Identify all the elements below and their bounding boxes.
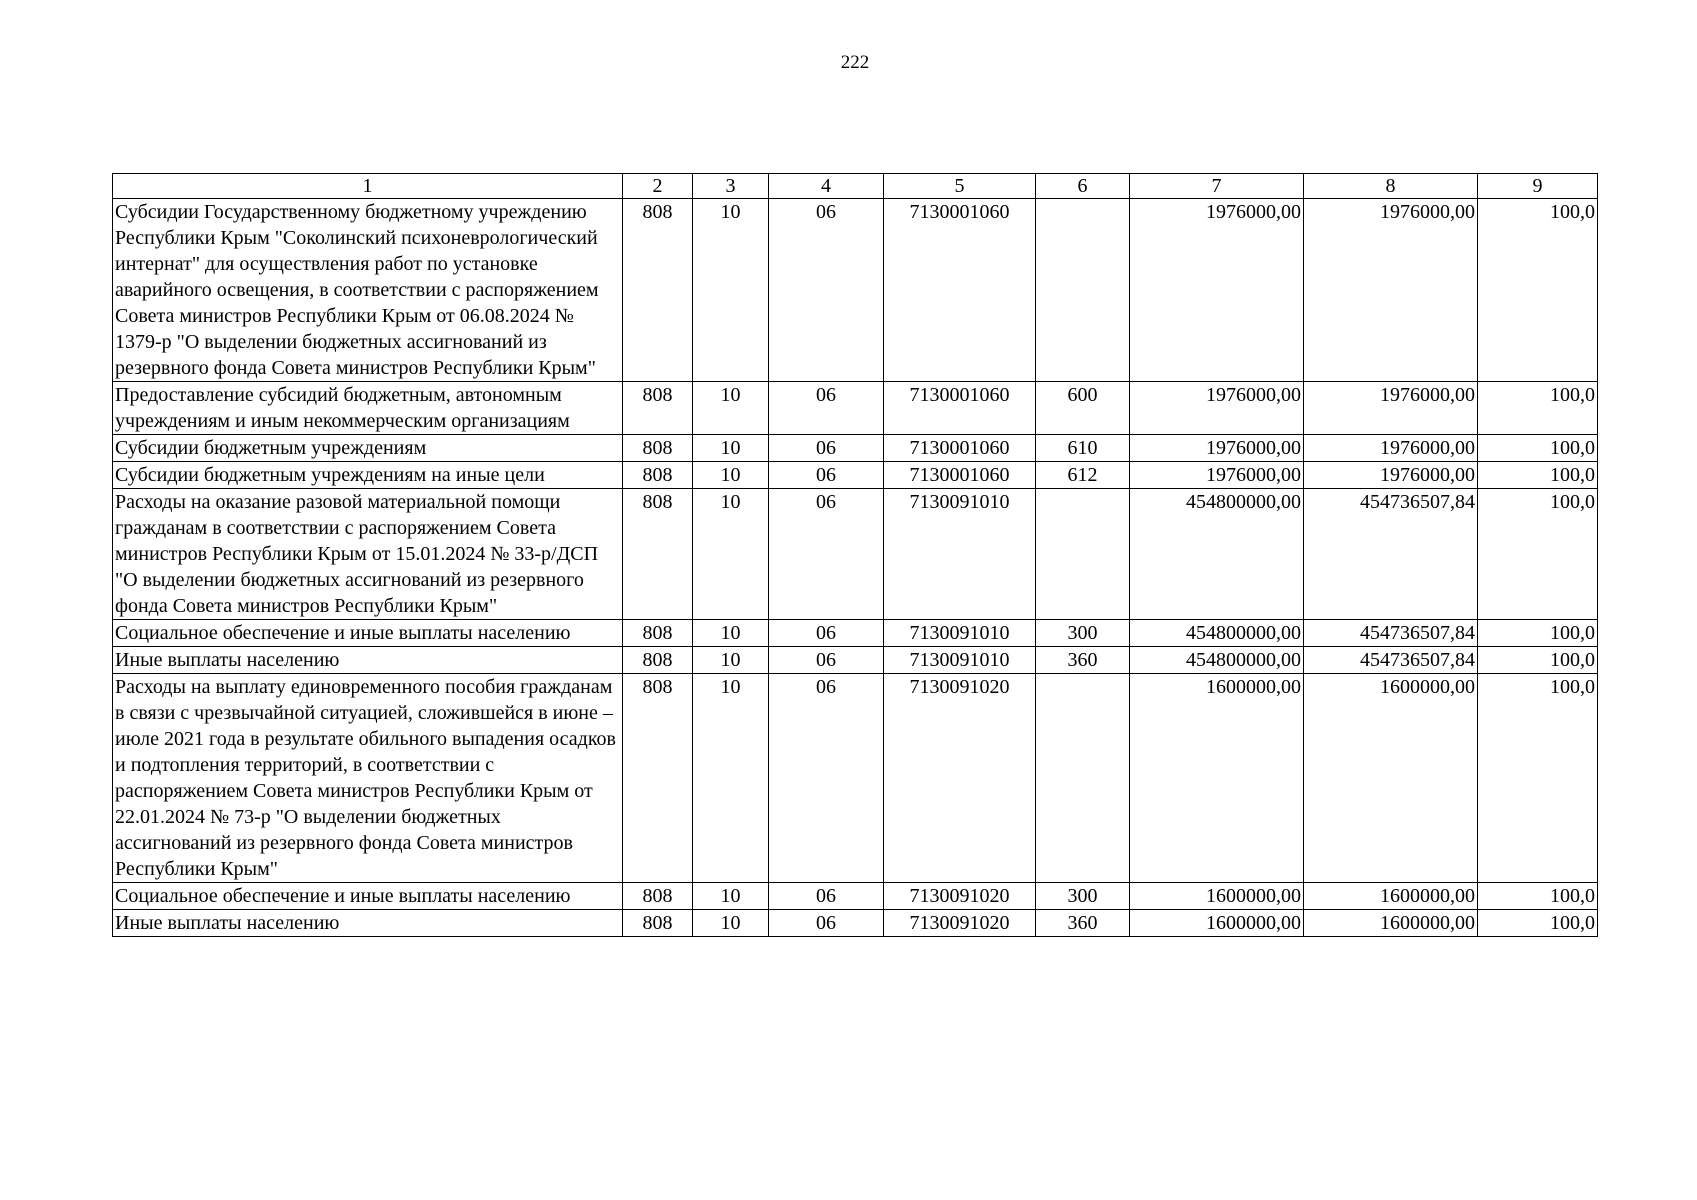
target-article-cell: 7130091010: [884, 620, 1036, 647]
kvsr-cell: 808: [623, 435, 693, 462]
execution-percent-cell: 100,0: [1478, 382, 1598, 435]
row-name-cell: Иные выплаты населению: [113, 647, 623, 674]
planned-amount-cell: 1600000,00: [1130, 674, 1304, 883]
planned-amount-cell: 454800000,00: [1130, 647, 1304, 674]
table-row: [113, 620, 1598, 647]
section-cell: 10: [693, 674, 769, 883]
planned-amount-cell: 1600000,00: [1130, 883, 1304, 910]
subsection-cell: 06: [769, 620, 884, 647]
expense-type-cell: [1036, 674, 1130, 883]
table-row: [113, 489, 1598, 620]
row-name-cell: Субсидии бюджетным учреждениям на иные цели: [113, 462, 623, 489]
table-row: [113, 910, 1598, 937]
kvsr-cell: 808: [623, 647, 693, 674]
section-cell: 10: [693, 382, 769, 435]
expense-type-cell: 360: [1036, 910, 1130, 937]
subsection-cell: 06: [769, 199, 884, 382]
expense-type-cell: [1036, 489, 1130, 620]
kvsr-cell: 808: [623, 674, 693, 883]
executed-amount-cell: 1976000,00: [1304, 382, 1478, 435]
subsection-cell: 06: [769, 382, 884, 435]
kvsr-cell: 808: [623, 199, 693, 382]
kvsr-cell: 808: [623, 910, 693, 937]
executed-amount-cell: 1600000,00: [1304, 883, 1478, 910]
section-cell: 10: [693, 620, 769, 647]
target-article-cell: 7130001060: [884, 199, 1036, 382]
executed-amount-cell: 454736507,84: [1304, 489, 1478, 620]
expense-type-cell: 612: [1036, 462, 1130, 489]
table-row: [113, 647, 1598, 674]
header-cell: 7: [1130, 174, 1304, 199]
executed-amount-cell: 1976000,00: [1304, 462, 1478, 489]
execution-percent-cell: 100,0: [1478, 435, 1598, 462]
section-cell: 10: [693, 462, 769, 489]
table-row: [113, 382, 1598, 435]
header-cell: 1: [113, 174, 623, 199]
target-article-cell: 7130001060: [884, 462, 1036, 489]
planned-amount-cell: 454800000,00: [1130, 489, 1304, 620]
expense-type-cell: 600: [1036, 382, 1130, 435]
execution-percent-cell: 100,0: [1478, 462, 1598, 489]
subsection-cell: 06: [769, 462, 884, 489]
target-article-cell: 7130001060: [884, 435, 1036, 462]
subsection-cell: 06: [769, 647, 884, 674]
subsection-cell: 06: [769, 435, 884, 462]
expense-type-cell: 300: [1036, 883, 1130, 910]
row-name-cell: Расходы на оказание разовой материальной помощи гражданам в соответствии с распоряжением Совета министров Республики Крым от 15.01.2024 № 33-р/ДСП "О выделении бюджетных ассигнований из резервного фонда Совета министров Республики Крым": [113, 489, 623, 620]
expense-type-cell: [1036, 199, 1130, 382]
section-cell: 10: [693, 910, 769, 937]
kvsr-cell: 808: [623, 382, 693, 435]
table-row: [113, 462, 1598, 489]
execution-percent-cell: 100,0: [1478, 910, 1598, 937]
section-cell: 10: [693, 199, 769, 382]
execution-percent-cell: 100,0: [1478, 489, 1598, 620]
row-name-cell: Социальное обеспечение и иные выплаты населению: [113, 620, 623, 647]
table-row: [113, 883, 1598, 910]
subsection-cell: 06: [769, 489, 884, 620]
execution-percent-cell: 100,0: [1478, 883, 1598, 910]
kvsr-cell: 808: [623, 462, 693, 489]
target-article-cell: 7130001060: [884, 382, 1036, 435]
executed-amount-cell: 1976000,00: [1304, 435, 1478, 462]
executed-amount-cell: 1600000,00: [1304, 910, 1478, 937]
header-cell: 9: [1478, 174, 1598, 199]
planned-amount-cell: 1976000,00: [1130, 462, 1304, 489]
section-cell: 10: [693, 435, 769, 462]
planned-amount-cell: 1976000,00: [1130, 199, 1304, 382]
row-name-cell: Предоставление субсидий бюджетным, автономным учреждениям и иным некоммерческим организациям: [113, 382, 623, 435]
executed-amount-cell: 1600000,00: [1304, 674, 1478, 883]
planned-amount-cell: 454800000,00: [1130, 620, 1304, 647]
subsection-cell: 06: [769, 910, 884, 937]
subsection-cell: 06: [769, 883, 884, 910]
header-cell: 6: [1036, 174, 1130, 199]
planned-amount-cell: 1976000,00: [1130, 435, 1304, 462]
target-article-cell: 7130091020: [884, 883, 1036, 910]
row-name-cell: Субсидии бюджетным учреждениям: [113, 435, 623, 462]
execution-percent-cell: 100,0: [1478, 647, 1598, 674]
executed-amount-cell: 454736507,84: [1304, 647, 1478, 674]
header-cell: 2: [623, 174, 693, 199]
execution-percent-cell: 100,0: [1478, 199, 1598, 382]
table-row: [113, 435, 1598, 462]
kvsr-cell: 808: [623, 489, 693, 620]
header-row: [113, 174, 1598, 199]
execution-percent-cell: 100,0: [1478, 620, 1598, 647]
planned-amount-cell: 1976000,00: [1130, 382, 1304, 435]
header-cell: 4: [769, 174, 884, 199]
target-article-cell: 7130091020: [884, 910, 1036, 937]
executed-amount-cell: 454736507,84: [1304, 620, 1478, 647]
table-row: [113, 199, 1598, 382]
row-name-cell: Субсидии Государственному бюджетному учреждению Республики Крым "Соколинский психоневрологический интернат" для осуществления работ по установке аварийного освещения, в соответствии с распоряжением Совета министров Республики Крым от 06.08.2024 № 1379-р "О выделении бюджетных ассигнований из резервного фонда Совета министров Республики Крым": [113, 199, 623, 382]
target-article-cell: 7130091010: [884, 489, 1036, 620]
budget-table: [112, 173, 1598, 937]
executed-amount-cell: 1976000,00: [1304, 199, 1478, 382]
kvsr-cell: 808: [623, 883, 693, 910]
page-number: 222: [840, 52, 870, 73]
subsection-cell: 06: [769, 674, 884, 883]
expense-type-cell: 610: [1036, 435, 1130, 462]
target-article-cell: 7130091020: [884, 674, 1036, 883]
section-cell: 10: [693, 883, 769, 910]
header-cell: 8: [1304, 174, 1478, 199]
header-cell: 5: [884, 174, 1036, 199]
row-name-cell: Расходы на выплату единовременного пособия гражданам в связи с чрезвычайной ситуацией, сложившейся в июне – июле 2021 года в результате обильного выпадения осадков и подтопления территорий, в соответствии с распоряжением Совета министров Республики Крым от 22.01.2024 № 73-р "О выделении бюджетных ассигнований из резервного фонда Совета министров Республики Крым": [113, 674, 623, 883]
section-cell: 10: [693, 647, 769, 674]
expense-type-cell: 300: [1036, 620, 1130, 647]
planned-amount-cell: 1600000,00: [1130, 910, 1304, 937]
target-article-cell: 7130091010: [884, 647, 1036, 674]
kvsr-cell: 808: [623, 620, 693, 647]
table-row: [113, 674, 1598, 883]
row-name-cell: Социальное обеспечение и иные выплаты населению: [113, 883, 623, 910]
header-cell: 3: [693, 174, 769, 199]
row-name-cell: Иные выплаты населению: [113, 910, 623, 937]
section-cell: 10: [693, 489, 769, 620]
execution-percent-cell: 100,0: [1478, 674, 1598, 883]
expense-type-cell: 360: [1036, 647, 1130, 674]
